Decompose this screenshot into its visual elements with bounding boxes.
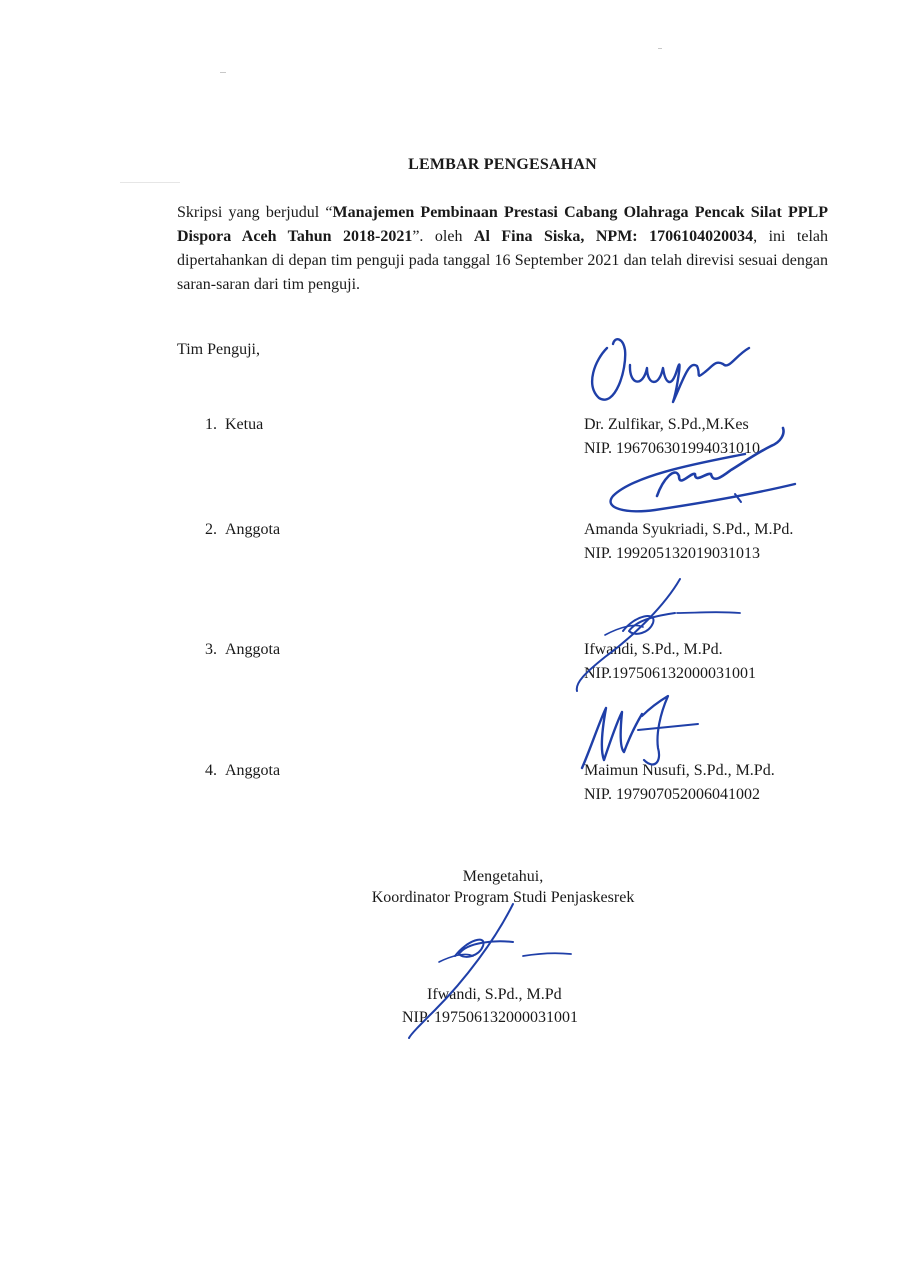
examiner-nip: NIP. 199205132019031013	[584, 545, 761, 562]
examiner-name: Maimun Nusufi, S.Pd., M.Pd.	[584, 762, 775, 779]
signature-coordinator	[395, 900, 585, 1040]
approval-heading: Mengetahui,	[462, 868, 544, 885]
examiner-role: Ketua	[225, 416, 264, 433]
approval-nip: NIP. 197506132000031001	[402, 1009, 579, 1026]
examiner-nip: NIP. 196706301994031010	[584, 440, 761, 457]
scan-speck	[658, 48, 662, 49]
scan-speck	[120, 182, 180, 183]
signature-examiner-1	[585, 330, 765, 410]
examiner-number: 2.	[205, 521, 217, 538]
approval-paragraph	[177, 201, 828, 297]
approval-name: Ifwandi, S.Pd., M.Pd	[427, 986, 562, 1003]
signature-examiner-4	[578, 690, 708, 790]
examiner-block-2	[584, 518, 793, 566]
examiner-role-2	[205, 521, 280, 539]
page-title: LEMBAR PENGESAHAN	[408, 156, 597, 173]
approval-position: Koordinator Program Studi Penjaskesrek	[371, 889, 635, 906]
examiner-name: Ifwandi, S.Pd., M.Pd.	[584, 641, 723, 658]
paragraph-outro: , ini telah dipertahankan di depan tim penguji pada tanggal 16 September 2021 dan telah direvisi sesuai dengan saran-saran dari tim penguji.	[177, 228, 829, 293]
examiner-role: Anggota	[225, 641, 281, 658]
examiner-role-4	[205, 762, 280, 780]
examiner-role-3	[205, 641, 280, 659]
team-label: Tim Penguji,	[177, 341, 260, 358]
examiner-number: 3.	[205, 641, 217, 658]
signature-examiner-3	[565, 575, 755, 695]
examiner-role: Anggota	[225, 521, 281, 538]
examiner-role-1	[205, 416, 263, 434]
examiner-number: 1.	[205, 416, 217, 433]
examiner-number: 4.	[205, 762, 217, 779]
author-identity: Al Fina Siska, NPM: 1706104020034	[473, 228, 754, 245]
examiner-role: Anggota	[225, 762, 281, 779]
thesis-title: Manajemen Pembinaan Prestasi Cabang Olahraga Pencak Silat PPLP Dispora Aceh Tahun 2018-2021	[177, 204, 828, 245]
examiner-name: Dr. Zulfikar, S.Pd.,M.Kes	[584, 416, 749, 433]
examiner-nip: NIP. 197907052006041002	[584, 786, 761, 803]
examiner-nip: NIP.197506132000031001	[584, 665, 757, 682]
paragraph-after-title: ”. oleh	[412, 228, 474, 245]
scan-speck	[220, 72, 226, 73]
paragraph-intro: Skripsi yang berjudul “	[177, 204, 333, 221]
examiner-name: Amanda Syukriadi, S.Pd., M.Pd.	[584, 521, 794, 538]
signature-examiner-2	[595, 424, 805, 524]
